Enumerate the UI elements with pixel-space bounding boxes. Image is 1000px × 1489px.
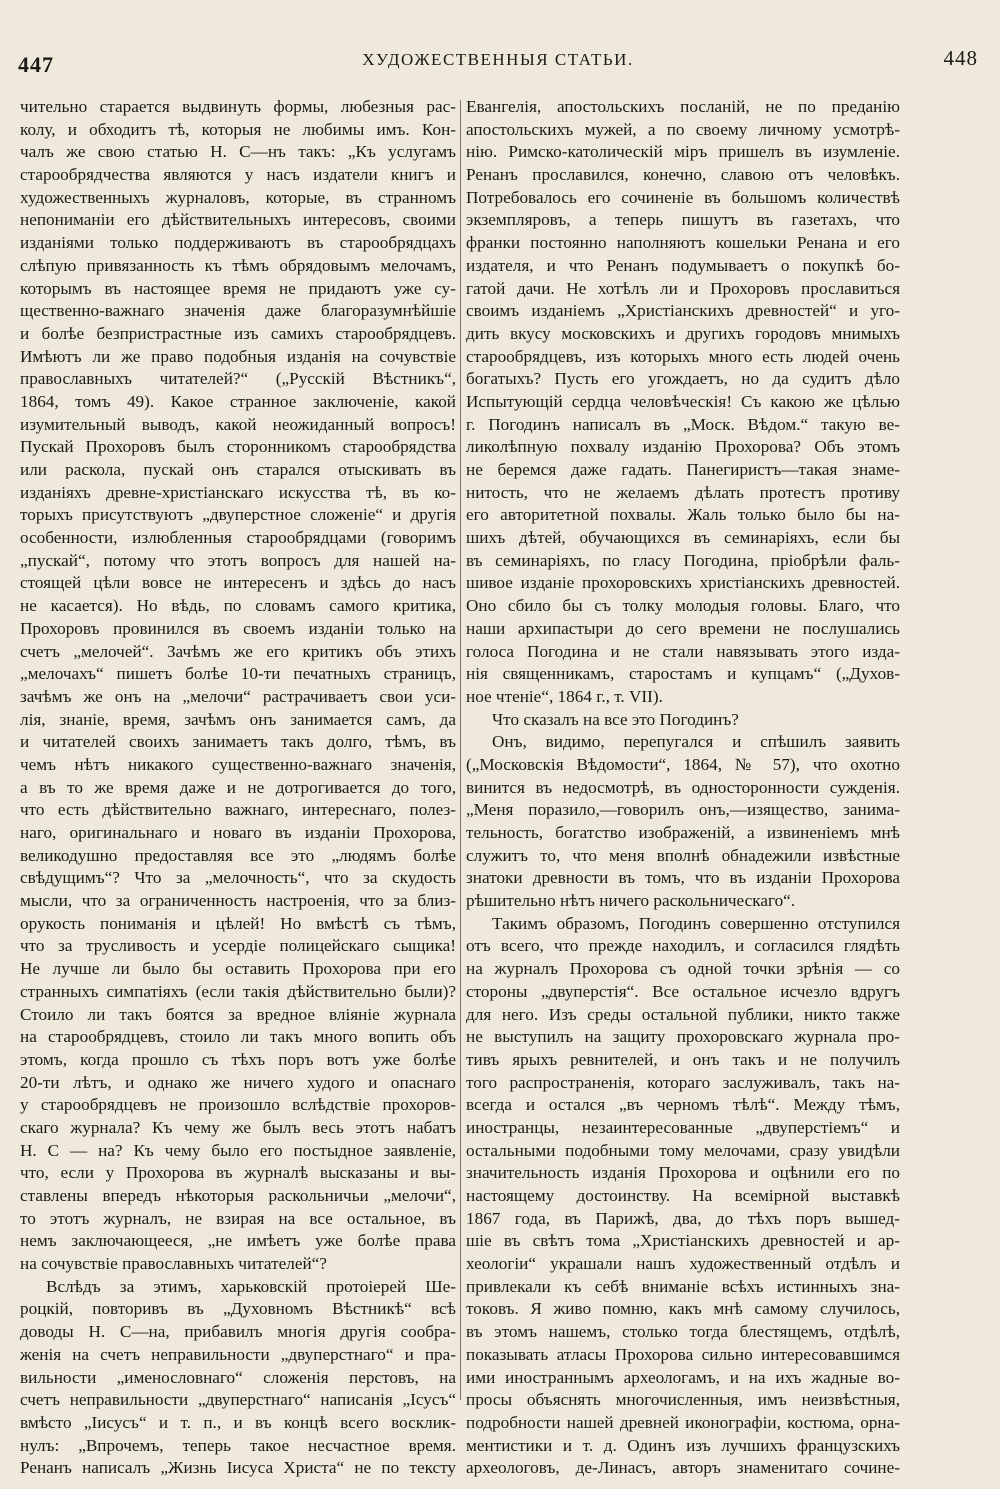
right-column-text-line: („Московскія Вѣдомости“, 1864, № 57), что охотно bbox=[466, 754, 900, 774]
left-column-text-line: что, если у Прохорова въ журналѣ высказаны и вы- bbox=[20, 1163, 456, 1183]
right-column-text-line: ное чтеніе“, 1864 г., т. VII). bbox=[466, 686, 663, 706]
left-column-text-line: что за трусливость и усердіе полицейскаго сыщика! bbox=[20, 936, 456, 956]
left-column-text-line: непониманіи его дѣйствительныхъ интересовъ, своими bbox=[20, 210, 456, 230]
left-column-text-line: свѣдущимъ“? Что за „мелочность“, что за скудость bbox=[20, 868, 456, 888]
right-column-text-line: знатоки древности въ томъ, что въ изданіи Прохорова bbox=[466, 868, 900, 888]
right-column-text-line: нію. Римско-католическій міръ пришелъ въ изумленіе. bbox=[466, 142, 900, 162]
right-column-text-line: того распространенія, котораго заслуживалъ, такъ на- bbox=[466, 1072, 900, 1092]
left-column-text-line: торыхъ присутствуютъ „двуперстное сложеніе“ и другія bbox=[20, 505, 456, 525]
right-column-text-line: Потребовалось его сочиненіе въ большомъ количествѣ bbox=[466, 187, 900, 207]
right-column-text-line: иностранцы, незаинтересованные „двуперстіемъ“ и bbox=[466, 1117, 900, 1137]
right-column-text-line: старообрядцевъ, изъ которыхъ много есть людей очень bbox=[466, 346, 900, 366]
right-column-text-line: 1867 года, въ Парижѣ, два, до тѣхъ поръ вышед- bbox=[466, 1208, 900, 1228]
right-column-text-line: отъ всего, что прежде находилъ, и согласился глядѣть bbox=[466, 936, 900, 956]
left-column-text-line: женія на счетъ неправильности „двуперстнаго“ и пра- bbox=[20, 1344, 456, 1364]
left-column-text-line: Ренанъ написалъ „Жизнь Іисуса Христа“ не по тексту bbox=[20, 1458, 456, 1478]
left-column-text-line: вмѣсто „Іисусъ“ и т. п., и въ концѣ всего восклик- bbox=[20, 1412, 456, 1432]
right-column-text-line: Онъ, видимо, перепугался и спѣшилъ заявить bbox=[492, 732, 900, 752]
right-column-text-line: г. Погодинъ написалъ въ „Моск. Вѣдом.“ такую ве- bbox=[466, 414, 900, 434]
left-column-text-line: Н. С — на? Къ чему было его постыдное заявленіе, bbox=[20, 1140, 456, 1160]
left-column-text-line: доводы Н. С—на, прибавилъ многія другія сообра- bbox=[20, 1322, 456, 1342]
left-column-text-line: чительно старается выдвинуть формы, любезныя рас- bbox=[20, 97, 456, 116]
right-column-text-line: не выступилъ на защиту прохоровскаго журнала про- bbox=[466, 1027, 900, 1047]
right-column-text-line: служитъ то, что меня вполнѣ обнадежили извѣстные bbox=[466, 845, 900, 865]
left-column-text-line: роцкій, повторивъ въ „Духовномъ Вѣстникѣ“ всѣ bbox=[20, 1299, 456, 1319]
left-column-text-line: Имѣютъ ли же право подобныя изданія на сочувствіе bbox=[20, 346, 456, 366]
right-column-text-line: привлекали къ себѣ вниманіе всѣхъ истинныхъ зна- bbox=[466, 1276, 900, 1296]
right-column-text-line: Испытующій сердца человѣческія! Съ какою же цѣлью bbox=[466, 391, 900, 411]
right-column-text-line: на журналъ Прохорова съ одной точки зрѣнія — со bbox=[466, 959, 900, 979]
left-column-text-line: на старообрядцевъ, стоило ли такъ много вопить объ bbox=[20, 1027, 456, 1047]
right-column-text-line: винится въ недосмотрѣ, въ односторонности сужденія. bbox=[466, 777, 900, 797]
left-column-text-line: и болѣе безпристрастные изъ самихъ старообрядцевъ. bbox=[20, 323, 456, 343]
right-column-text-line: токовъ. Я живо помню, какъ мнѣ самому случилось, bbox=[466, 1299, 900, 1319]
right-column-text-line: голоса Погодина и не стали навязывать этого изда- bbox=[466, 641, 900, 661]
left-column-text-line: изданіяхъ древне-христіанскаго искусства тѣ, въ ко- bbox=[20, 482, 456, 502]
left-column-text-line: этомъ, когда прошло съ тѣхъ поръ вотъ уже болѣе bbox=[20, 1049, 456, 1069]
left-column-text-line: художественныхъ журналовъ, которые, въ странномъ bbox=[20, 187, 456, 207]
left-column-text-line: стоящей цѣли вовсе не интересенъ и здѣсь до насъ bbox=[20, 573, 456, 593]
left-column-text-line: или раскола, пускай онъ старался отыскивать въ bbox=[20, 460, 456, 479]
right-column-text-line: просы объяснять многочисленныя, имъ неизвѣстныя, bbox=[466, 1390, 900, 1410]
right-column-text-line: его авторитетной похвалы. Жаль только было бы на- bbox=[466, 505, 900, 525]
left-column-text-line: на сочувствіе православныхъ читателей“? bbox=[20, 1254, 327, 1274]
right-column-text-line: шіе въ свѣтъ тома „Христіанскихъ древностей и ар- bbox=[466, 1231, 900, 1251]
right-column-text-line: хеологіи“ украшали нашъ художественный отдѣлъ и bbox=[466, 1254, 900, 1274]
left-column-text-line: 20-ти лѣтъ, и однако же ничего худого и опаснаго bbox=[20, 1072, 456, 1092]
left-column-text-line: „мелочахъ“ пишетъ болѣе 10-ти печатныхъ страницъ, bbox=[20, 664, 456, 684]
left-column-text-line: „пускай“, потому что этотъ вопросъ для нашей на- bbox=[20, 550, 456, 570]
left-column-text-line: чемъ нѣтъ никакого существенно-важнаго значенія, bbox=[20, 754, 456, 774]
left-column-text-line: Не лучше ли было бы оставить Прохорова при его bbox=[20, 959, 456, 979]
left-column-text-line: зачѣмъ же онъ на „мелочи“ растрачиваетъ свои уси- bbox=[20, 686, 456, 706]
left-column-text-line: Вслѣдъ за этимъ, харьковскій протоіерей Ше- bbox=[46, 1276, 456, 1296]
column-divider bbox=[460, 100, 461, 1400]
left-column-text-line: орукость пониманія и цѣлей! Но вмѣстѣ съ тѣмъ, bbox=[20, 913, 456, 933]
left-column-text-line: ставлены впередъ нѣкоторыя раскольничьи „мелочи“, bbox=[20, 1186, 456, 1205]
left-column-text-line: у старообрядцевъ не произошло вслѣдствіе прохоров- bbox=[20, 1095, 456, 1115]
left-column-text-line: счетъ „мелочей“. Зачѣмъ же его критикъ объ этихъ bbox=[20, 641, 456, 661]
right-column-text-line: рѣшительно нѣтъ ничего раскольническаго“. bbox=[466, 891, 796, 911]
right-column-text-line: экземпляровъ, а теперь пишутъ въ газетахъ, что bbox=[466, 210, 900, 230]
left-column-text-line: наго, оригинальнаго и новаго въ изданіи Прохорова, bbox=[20, 823, 456, 842]
left-column-text-line: не касается). Но вѣдь, по словамъ самого критика, bbox=[20, 596, 456, 616]
left-column-text-line: счетъ неправильности „двуперстнаго“ написанія „Ісусъ“ bbox=[20, 1390, 456, 1410]
right-column-text-line: настоящему достоинству. На всемірной выставкѣ bbox=[466, 1186, 900, 1205]
right-column-text-line: тивъ ярыхъ ревнителей, и онъ такъ и не получилъ bbox=[466, 1049, 900, 1069]
left-column-text-line: лія, знаніе, время, зачѣмъ онъ занимается самъ, да bbox=[20, 709, 456, 729]
running-title: ХУДОЖЕСТВЕННЫЯ СТАТЬИ. bbox=[362, 50, 634, 69]
right-column-text-line: Евангелія, апостольскихъ посланій, не по преданію bbox=[466, 97, 900, 116]
right-column-text-line: богатыхъ? Пусть его угождаетъ, но да судитъ дѣло bbox=[466, 369, 900, 389]
page-number-left: 447 bbox=[18, 52, 54, 77]
right-column-text-line: Такимъ образомъ, Погодинъ совершенно отступился bbox=[492, 913, 900, 933]
right-column-text-line: издателя, и что Ренанъ подумываетъ о покупкѣ бо- bbox=[466, 255, 900, 275]
left-column-text-line: изданіями только поддерживаютъ въ старообрядцахъ bbox=[20, 233, 456, 253]
right-column-text-line: „Меня поразило,—говорилъ онъ,—изящество, занима- bbox=[466, 800, 900, 820]
page-header bbox=[18, 38, 978, 78]
left-column-text-line: и читателей своихъ занимаетъ такъ долго, тѣмъ, въ bbox=[20, 732, 456, 752]
left-column-text-line: изумительный выводъ, какой неожиданный вопросъ! bbox=[20, 414, 456, 434]
right-column-text-line: археологовъ, де-Линасъ, авторъ знаменитаго сочине- bbox=[466, 1458, 900, 1478]
left-column-text-line: странныхъ симпатіяхъ (если такія дѣйствительно были)? bbox=[20, 981, 456, 1001]
left-column-text-line: чалъ же свою статью Н. С—нъ такъ: „Къ услугамъ bbox=[20, 142, 456, 162]
right-column-text-line: своимъ изданіемъ „Христіанскихъ древностей“ и уго- bbox=[466, 301, 900, 321]
right-column-text-line: гатой дачи. Не хотѣлъ ли и Прохоровъ прославиться bbox=[466, 278, 900, 298]
left-column-text-line: Стоило ли такъ боятся за вредное вліяніе журнала bbox=[20, 1004, 456, 1024]
left-column-text-line: православныхъ читателей?“ („Русскій Вѣстникъ“, bbox=[20, 369, 456, 389]
right-column-text-line: показывать атласы Прохорова сильно интересовавшимся bbox=[466, 1344, 900, 1364]
page-number-right: 448 bbox=[943, 46, 978, 70]
right-column-text-line: дить вкусу московскихъ и другихъ городовъ мнимыхъ bbox=[466, 323, 900, 343]
right-column-text-line: ими иностраннымъ археологамъ, и на ихъ жадные во- bbox=[466, 1367, 900, 1387]
right-column-text-line: всегда и остался „въ черномъ тѣлѣ“. Между тѣмъ, bbox=[466, 1095, 900, 1115]
right-column-text-line: ментистики и т. д. Одинъ изъ лучшихъ французскихъ bbox=[466, 1435, 900, 1455]
right-column-text-line: наши архипастыри до сего времени не послушались bbox=[466, 618, 900, 638]
left-column-text-line: особенности, излюбленныя старообрядцами (говоримъ bbox=[20, 528, 456, 548]
right-column bbox=[466, 96, 900, 1480]
right-column-text-line: остальными подобными тому мелочами, сразу увидѣли bbox=[466, 1140, 900, 1160]
left-column-text-line: вильности „именословнаго“ сложенія перстовъ, на bbox=[20, 1367, 456, 1387]
left-column-text-line: 1864, томъ 49). Какое странное заключеніе, какой bbox=[20, 391, 456, 411]
right-column-text-line: Что сказалъ на все это Погодинъ? bbox=[492, 709, 739, 729]
right-column-text-line: шивое изданіе прохоровскихъ христіанскихъ древностей. bbox=[466, 573, 900, 593]
left-column-text-line: то этотъ журналъ, не взирая на все остальное, въ bbox=[20, 1208, 456, 1228]
right-column-text-line: нія священникамъ, старостамъ и купцамъ“ („Духов- bbox=[466, 664, 900, 684]
left-column-text-line: щественно-важнаго значенія даже благоразумнѣйшіе bbox=[20, 301, 456, 321]
left-column-text-line: а въ то же время даже и не дотрогивается до того, bbox=[20, 777, 456, 797]
left-column-text-line: великодушно предоставляя все это „людямъ болѣе bbox=[20, 845, 456, 865]
left-column-text-line: колу, и обходитъ тѣ, которыя не любимы имъ. Кон- bbox=[20, 119, 456, 139]
right-column-text-line: апостольскихъ мужей, а по своему личному усмотрѣ- bbox=[466, 119, 900, 139]
left-column-text-line: старообрядчества являются у насъ издатели книгъ и bbox=[20, 165, 456, 185]
left-column-text-line: немъ заключающееся, „не имѣетъ уже болѣе права bbox=[20, 1231, 456, 1251]
left-column-text-line: слѣпую привязанность къ тѣмъ обрядовымъ мелочамъ, bbox=[20, 255, 456, 275]
right-column-text-line: ликолѣпную похвалу изданію Прохорова? Объ этомъ bbox=[466, 437, 900, 457]
left-column-text-line: которымъ въ настоящее время не придаютъ уже су- bbox=[20, 278, 456, 298]
right-column-text-line: Оно сбило бы съ толку молодыя головы. Благо, что bbox=[466, 596, 900, 616]
right-column-text-line: Ренанъ прославился, конечно, славою отъ человѣкъ. bbox=[466, 165, 900, 185]
left-column-text-line: Прохоровъ провинился въ своемъ изданіи только на bbox=[20, 618, 456, 638]
left-column-text-line: нулъ: „Впрочемъ, теперь такое несчастное время. bbox=[20, 1435, 456, 1455]
right-column-text-line: въ семинаріяхъ, по гласу Погодина, пріобрѣли фаль- bbox=[466, 550, 900, 570]
right-column-text-line: значительность изданія Прохорова и оцѣнили его по bbox=[466, 1163, 900, 1183]
right-column-text-line: для него. Изъ среды остальной публики, никто также bbox=[466, 1004, 900, 1024]
left-column-text-line: мысли, что за ограниченность настроенія, что за близ- bbox=[20, 891, 456, 911]
right-column-text-line: тельность, богатство изображеній, а извиненіемъ мнѣ bbox=[466, 823, 900, 842]
left-column-text-line: скаго журнала? Къ чему же былъ весь этотъ набатъ bbox=[20, 1117, 456, 1137]
right-column-text-line: стороны „двуперстія“. Все остальное исчезло вдругъ bbox=[466, 981, 900, 1001]
right-column-text-line: нитость, что не желаемъ дѣлать протестъ противу bbox=[466, 482, 900, 502]
right-column-text-line: не беремся даже гадать. Панегиристъ—такая знаме- bbox=[466, 460, 900, 479]
left-column-text-line: что есть дѣйствительно важнаго, интереснаго, полез- bbox=[20, 800, 456, 820]
right-column-text-line: франки постоянно наполняютъ кошельки Ренана и его bbox=[466, 233, 900, 253]
right-column-text-line: подробности нашей древней иконографіи, костюма, орна- bbox=[466, 1412, 900, 1432]
right-column-text-line: въ этомъ нашемъ, столько тогда блестящемъ, отдѣлѣ, bbox=[466, 1322, 900, 1342]
right-column-text-line: шихъ дѣтей, обучающихся въ семинаріяхъ, если бы bbox=[466, 528, 900, 548]
left-column-text-line: Пускай Прохоровъ былъ сторонникомъ старообрядства bbox=[20, 437, 456, 457]
left-column bbox=[20, 96, 456, 1480]
